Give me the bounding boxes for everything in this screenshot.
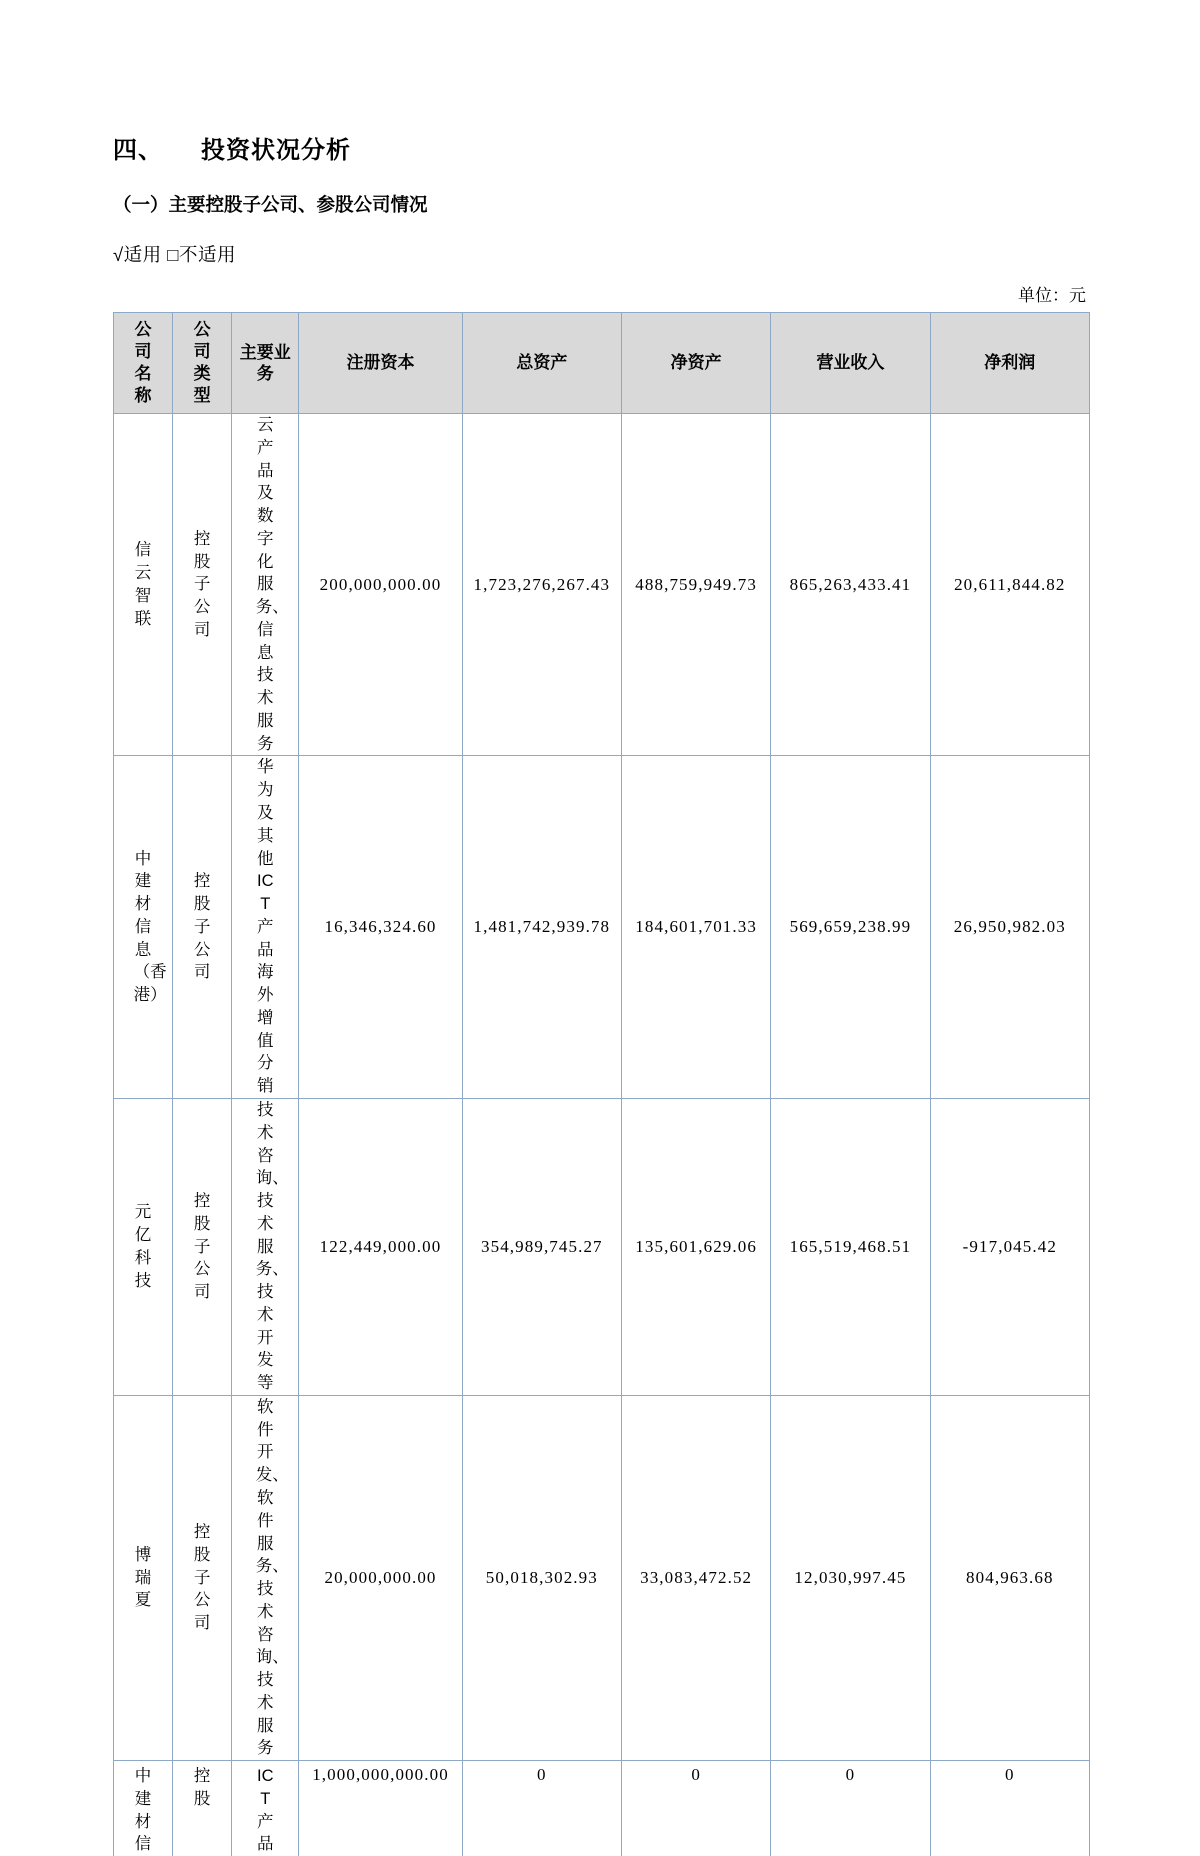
- table-row: [114, 1395, 1090, 1760]
- cell-registered-capital: 122,449,000.00: [299, 1098, 462, 1395]
- cell-net-profit: 20,611,844.82: [930, 414, 1089, 756]
- cell-operating-revenue: 569,659,238.99: [771, 756, 930, 1098]
- cell-registered-capital: 16,346,324.60: [299, 756, 462, 1098]
- column-header-operating-revenue: 营业收入: [771, 313, 930, 414]
- column-header-total-assets: 总资产: [462, 313, 621, 414]
- cell-net-assets: 33,083,472.52: [621, 1395, 770, 1760]
- table-header-row: [114, 313, 1090, 414]
- cell-net-profit: -917,045.42: [930, 1098, 1089, 1395]
- table-row: [114, 1098, 1090, 1395]
- column-header-net-profit: 净利润: [930, 313, 1089, 414]
- cell-net-assets: 488,759,949.73: [621, 414, 770, 756]
- cell-registered-capital: 1,000,000,000.00: [299, 1761, 462, 1856]
- cell-operating-revenue: 865,263,433.41: [771, 414, 930, 756]
- cell-company-type: 控股子公司: [173, 414, 232, 756]
- table-row: [114, 1761, 1090, 1856]
- cell-operating-revenue: 0: [771, 1761, 930, 1856]
- cell-net-assets: 135,601,629.06: [621, 1098, 770, 1395]
- cell-company-name: 博瑞夏: [114, 1395, 173, 1760]
- column-header-main-business: 主要业务: [232, 313, 299, 414]
- subsidiaries-table: [113, 312, 1090, 1856]
- cell-company-name: 中建材信息（香港）: [114, 756, 173, 1098]
- cell-net-profit: 26,950,982.03: [930, 756, 1089, 1098]
- table-row: [114, 756, 1090, 1098]
- cell-net-assets: 184,601,701.33: [621, 756, 770, 1098]
- cell-operating-revenue: 165,519,468.51: [771, 1098, 930, 1395]
- cell-net-profit: 804,963.68: [930, 1395, 1089, 1760]
- cell-total-assets: 50,018,302.93: [462, 1395, 621, 1760]
- subsection-title: （一）主要控股子公司、参股公司情况: [113, 191, 1090, 217]
- cell-registered-capital: 20,000,000.00: [299, 1395, 462, 1760]
- applicable-checkbox-line: √适用 □不适用: [113, 241, 1090, 267]
- table-header: [114, 313, 1090, 414]
- cell-company-type: 控股子公司: [173, 1098, 232, 1395]
- cell-company-type: 控股: [173, 1761, 232, 1856]
- cell-company-name: 元亿科技: [114, 1098, 173, 1395]
- cell-main-business: 技术咨询、技术服务、技术开发等: [232, 1098, 299, 1395]
- cell-company-name: 信云智联: [114, 414, 173, 756]
- column-header-company-name: 公司名称: [114, 313, 173, 414]
- page-title: 四、 投资状况分析: [113, 130, 1090, 165]
- cell-registered-capital: 200,000,000.00: [299, 414, 462, 756]
- cell-main-business: ICT产品: [232, 1761, 299, 1856]
- cell-main-business: 软件开发、软件服务、技术咨询、技术服务: [232, 1395, 299, 1760]
- cell-total-assets: 1,481,742,939.78: [462, 756, 621, 1098]
- cell-main-business: 华为及其他ICT产品海外增值分销: [232, 756, 299, 1098]
- cell-company-name: 中建材信: [114, 1761, 173, 1856]
- cell-company-type: 控股子公司: [173, 1395, 232, 1760]
- cell-net-profit: 0: [930, 1761, 1089, 1856]
- cell-main-business: 云产品及数字化服务、信息技术服务: [232, 414, 299, 756]
- cell-total-assets: 354,989,745.27: [462, 1098, 621, 1395]
- column-header-registered-capital: 注册资本: [299, 313, 462, 414]
- table-row: [114, 414, 1090, 756]
- cell-total-assets: 0: [462, 1761, 621, 1856]
- cell-operating-revenue: 12,030,997.45: [771, 1395, 930, 1760]
- cell-net-assets: 0: [621, 1761, 770, 1856]
- unit-label: 单位：元: [113, 281, 1086, 306]
- table-body: [114, 414, 1090, 1856]
- column-header-company-type: 公司类型: [173, 313, 232, 414]
- cell-company-type: 控股子公司: [173, 756, 232, 1098]
- column-header-net-assets: 净资产: [621, 313, 770, 414]
- cell-total-assets: 1,723,276,267.43: [462, 414, 621, 756]
